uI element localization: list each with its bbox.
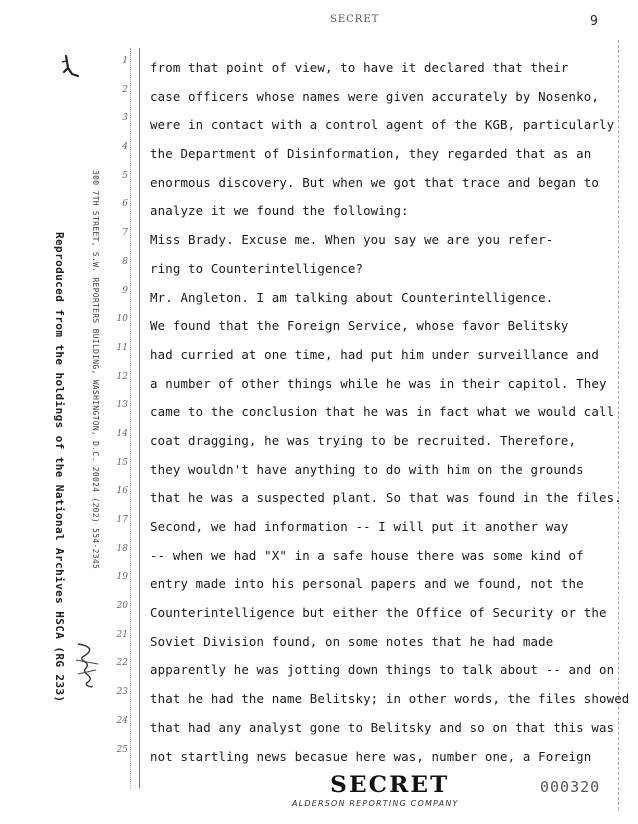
transcript-line: -- when we had "X" in a safe house there was some kind of [150,547,584,563]
transcript-line: case officers whose names were given accurately by Nosenko, [150,88,599,104]
line-number: 19 [116,572,128,583]
transcript-line: entry made into his personal papers and we found, not the [150,576,584,592]
line-number: 6 [122,199,128,210]
document-number: 000320 [540,778,601,796]
line-number: 23 [116,687,128,698]
transcript-line: that he had the name Belitsky; in other words, the files showed [150,691,630,707]
line-number: 18 [116,543,128,554]
transcript-line: coat dragging, he was trying to be recruited. Therefore, [150,432,577,448]
transcript-line: that he was a suspected plant. So that was found in the files. [150,490,622,506]
margin-rule [139,48,140,788]
secret-stamp: SECRET [330,772,450,798]
line-number-column [104,56,128,773]
transcript-line: the Department of Disinformation, they regarded that as an [150,146,592,162]
line-number: 11 [116,342,128,353]
line-number: 9 [122,285,128,296]
transcript-line: Soviet Division found, on some notes that he had made [150,633,554,649]
line-number: 16 [116,486,128,497]
line-number: 10 [116,314,128,325]
transcript-line: had curried at one time, had put him under surveillance and [150,346,599,362]
line-number: 17 [116,515,128,525]
line-number: 13 [116,400,128,411]
transcript-line: Counterintelligence but either the Office of Security or the [150,605,607,621]
line-number: 24 [116,715,128,726]
line-number: 15 [116,457,128,468]
page-number: 9 [590,14,598,29]
transcript-line: apparently he was jotting down things to talk about -- and on [150,662,615,678]
line-number: 12 [116,371,128,382]
line-number: 25 [116,744,128,755]
line-number: 3 [122,113,128,124]
line-number: 7 [122,228,128,239]
transcript-line: We found that the Foreign Service, whose favor Belitsky [150,318,569,334]
line-number: 8 [122,256,128,267]
transcript-line: Mr. Angleton. I am talking about Counterintelligence. [150,289,554,305]
line-number: 5 [122,170,128,181]
transcript-line: ring to Counterintelligence? [150,260,364,276]
line-number: 20 [116,601,128,612]
line-number: 21 [116,629,128,640]
line-number: 1 [122,56,128,66]
transcript-line: Second, we had information -- I will put it another way [150,519,569,534]
transcript-line: that had any analyst gone to Belitsky and so on that this was [150,719,615,735]
archive-reproduction-note: Reproduced from the holdings of the National Archives HSCA (RG 233) [53,232,66,703]
margin-dotted-rule [130,48,131,788]
line-number: 4 [122,142,128,153]
transcript-line: they wouldn't have anything to do with him on the grounds [150,461,584,477]
line-number: 22 [116,658,128,669]
handwritten-signature [72,640,102,690]
transcript-line: enormous discovery. But when we got that trace and began to [150,174,599,190]
line-number: 2 [122,84,128,95]
transcript-line: analyze it we found the following: [150,203,409,219]
transcript-line: were in contact with a control agent of the KGB, particularly [150,117,615,133]
reporter-address: 300 7TH STREET, S.W. REPORTERS BUILDING, WASHINGTON, D.C. 20024 (202) 554-2345 [91,170,100,570]
reporting-company-footer: ALDERSON REPORTING COMPANY [292,799,459,808]
handwritten-corner-mark [58,54,80,82]
transcript-line: from that point of view, to have it declared that their [150,60,569,75]
transcript-body [150,54,630,771]
line-number: 14 [116,428,128,439]
header-smudge: SECRET [330,14,380,25]
transcript-line: came to the conclusion that he was in fact what we would call [150,404,615,420]
transcript-line: not startling news becasue here was, number one, a Foreign [150,748,592,764]
transcript-line: Miss Brady. Excuse me. When you say we are you refer- [150,232,554,248]
transcript-line: a number of other things while he was in their capitol. They [150,375,607,391]
